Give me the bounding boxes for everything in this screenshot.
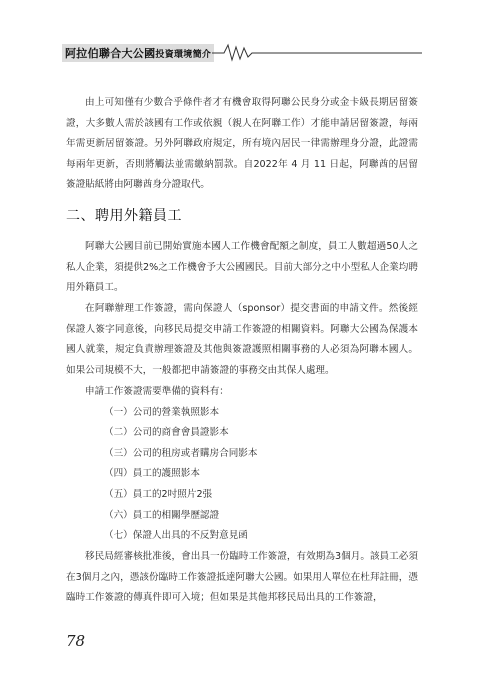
list-item: （五）員工的2吋照片2張 (104, 488, 213, 500)
list-item: （六）員工的相關學歷認證 (104, 509, 220, 521)
list-intro: 申請工作簽證需要準備的資料有： (85, 386, 229, 397)
header-title-sub: 投資環境簡介 (155, 50, 212, 60)
page-number: 78 (66, 632, 86, 650)
list-item: （一）公司的營業執照影本 (104, 406, 220, 418)
list-item: （四）員工的護照影本 (104, 468, 200, 480)
section-heading: 二、聘用外籍員工 (66, 208, 182, 224)
paragraph-residency (66, 93, 418, 196)
list-item: （七）保證人出具的不反對意見函 (104, 530, 248, 542)
document-list (66, 382, 418, 547)
paragraph-text: 由上可知僅有少數合乎條件者才有機會取得阿聯公民身分或金卡級長期居留簽證，大多數人需於該國有工作或依親（親人在阿聯工作）才能申請居留簽證，每兩年需更新居留簽證。另外阿聯政府規定，所有境內居民一律需辦理身分證，此證需每兩年更新，否則將觸法並需繳納罰款。自2022年 4 月 11 日起，阿聯酋的居留簽證貼紙將由阿聯酋身分證取代。 (66, 97, 418, 191)
list-item: （三）公司的租房或者購房合同影本 (104, 447, 258, 459)
header-heartbeat-line-icon (212, 42, 422, 62)
paragraph-temp-visa (66, 547, 418, 609)
running-header (62, 42, 422, 62)
list-item: （二）公司的商會會員證影本 (104, 427, 229, 439)
paragraph-text: 阿聯大公國目前已開始實施本國人工作機會配額之制度，員工人數超過50人之私人企業，須提供2%之工作機會予大公國國民。目前大部分之中小型私人企業均聘用外籍員工。 (66, 241, 418, 294)
header-title-main: 阿拉伯聯合大公國 (65, 47, 156, 60)
paragraph-quota (66, 237, 418, 299)
paragraph-text: 在阿聯辦理工作簽證，需向保證人（sponsor）提交書面的申請文件。然後經保證人簽字同意後，向移民局提交申請工作簽證的相關資料。阿聯大公國為保護本國人就業，規定負責辦理簽證及其他與簽證護照相關事務的人必須為阿聯本國人。如果公司規模不大，一般都把申請簽證的事務交由其保人處理。 (66, 303, 418, 376)
paragraph-sponsor (66, 299, 418, 381)
header-title (62, 44, 214, 62)
paragraph-text: 移民局經審核批准後，會出具一份臨時工作簽證，有效期為3個月。該員工必須在3個月之內，憑該份臨時工作簽證抵達阿聯大公國。如果用人單位在杜拜註冊，憑臨時工作簽證的傳真件即可入境；但如果是其他邦移民局出具的工作簽證， (66, 551, 418, 604)
